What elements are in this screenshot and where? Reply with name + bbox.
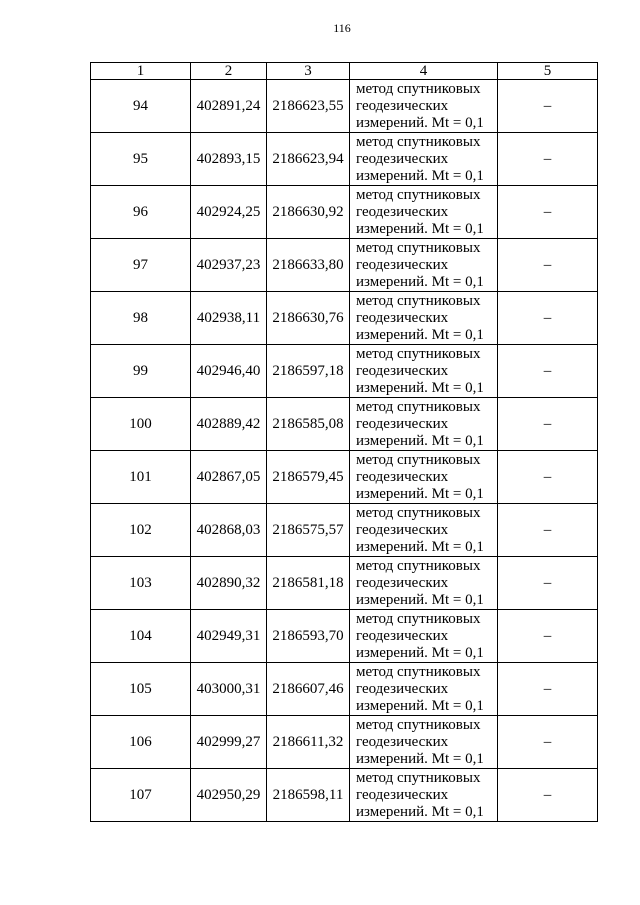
- x-coordinate-cell: 402946,40: [191, 345, 267, 398]
- method-line: измерений. Mt = 0,1: [356, 432, 484, 449]
- coordinates-table: [90, 62, 598, 822]
- method-line: геодезических: [356, 574, 449, 591]
- method-line: метод спутниковых: [356, 239, 481, 256]
- header-cell-5: 5: [498, 63, 598, 80]
- page-number: 116: [333, 21, 351, 35]
- method-line: измерений. Mt = 0,1: [356, 326, 484, 343]
- header-cell-4: 4: [350, 63, 498, 80]
- method-line: метод спутниковых: [356, 769, 481, 786]
- y-coordinate-cell: 2186633,80: [267, 239, 350, 292]
- method-cell: [350, 292, 498, 345]
- row-number-cell: 99: [91, 345, 191, 398]
- method-line: измерений. Mt = 0,1: [356, 591, 484, 608]
- method-line: геодезических: [356, 680, 449, 697]
- row-number-cell: 98: [91, 292, 191, 345]
- method-line: измерений. Mt = 0,1: [356, 167, 484, 184]
- row-number-cell: 101: [91, 451, 191, 504]
- method-cell: [350, 663, 498, 716]
- method-line: геодезических: [356, 309, 449, 326]
- header-cell-3: 3: [267, 63, 350, 80]
- y-coordinate-cell: 2186630,92: [267, 186, 350, 239]
- method-line: геодезических: [356, 786, 449, 803]
- method-line: измерений. Mt = 0,1: [356, 114, 484, 131]
- table-row: [91, 610, 598, 663]
- x-coordinate-cell: 402889,42: [191, 398, 267, 451]
- x-coordinate-cell: 402937,23: [191, 239, 267, 292]
- method-line: метод спутниковых: [356, 716, 481, 733]
- method-line: метод спутниковых: [356, 345, 481, 362]
- method-line: метод спутниковых: [356, 451, 481, 468]
- row-number-cell: 105: [91, 663, 191, 716]
- note-cell: –: [498, 292, 598, 345]
- note-cell: –: [498, 610, 598, 663]
- method-cell: [350, 504, 498, 557]
- note-cell: –: [498, 504, 598, 557]
- method-cell: [350, 769, 498, 822]
- y-coordinate-cell: 2186607,46: [267, 663, 350, 716]
- row-number-cell: 97: [91, 239, 191, 292]
- y-coordinate-cell: 2186630,76: [267, 292, 350, 345]
- note-cell: –: [498, 398, 598, 451]
- method-line: геодезических: [356, 362, 449, 379]
- method-line: метод спутниковых: [356, 186, 481, 203]
- method-line: геодезических: [356, 468, 449, 485]
- method-line: метод спутниковых: [356, 133, 481, 150]
- x-coordinate-cell: 402893,15: [191, 133, 267, 186]
- row-number-cell: 95: [91, 133, 191, 186]
- method-line: измерений. Mt = 0,1: [356, 485, 484, 502]
- table-row: [91, 663, 598, 716]
- y-coordinate-cell: 2186623,94: [267, 133, 350, 186]
- note-cell: –: [498, 345, 598, 398]
- method-line: геодезических: [356, 521, 449, 538]
- y-coordinate-cell: 2186585,08: [267, 398, 350, 451]
- method-cell: [350, 610, 498, 663]
- method-line: геодезических: [356, 203, 449, 220]
- method-line: измерений. Mt = 0,1: [356, 750, 484, 767]
- method-cell: [350, 80, 498, 133]
- y-coordinate-cell: 2186598,11: [267, 769, 350, 822]
- note-cell: –: [498, 557, 598, 610]
- y-coordinate-cell: 2186581,18: [267, 557, 350, 610]
- method-line: геодезических: [356, 256, 449, 273]
- method-line: геодезических: [356, 415, 449, 432]
- method-line: измерений. Mt = 0,1: [356, 803, 484, 820]
- method-cell: [350, 239, 498, 292]
- table-row: [91, 345, 598, 398]
- method-line: геодезических: [356, 627, 449, 644]
- note-cell: –: [498, 239, 598, 292]
- table-row: [91, 80, 598, 133]
- method-line: метод спутниковых: [356, 610, 481, 627]
- row-number-cell: 94: [91, 80, 191, 133]
- x-coordinate-cell: 402867,05: [191, 451, 267, 504]
- table-header: [91, 63, 598, 80]
- table-row: [91, 292, 598, 345]
- x-coordinate-cell: 403000,31: [191, 663, 267, 716]
- method-line: геодезических: [356, 97, 449, 114]
- y-coordinate-cell: 2186597,18: [267, 345, 350, 398]
- note-cell: –: [498, 769, 598, 822]
- note-cell: –: [498, 186, 598, 239]
- method-line: измерений. Mt = 0,1: [356, 644, 484, 661]
- method-cell: [350, 451, 498, 504]
- y-coordinate-cell: 2186623,55: [267, 80, 350, 133]
- note-cell: –: [498, 451, 598, 504]
- method-line: геодезических: [356, 150, 449, 167]
- method-line: метод спутниковых: [356, 292, 481, 309]
- method-cell: [350, 345, 498, 398]
- row-number-cell: 102: [91, 504, 191, 557]
- method-line: измерений. Mt = 0,1: [356, 273, 484, 290]
- x-coordinate-cell: 402891,24: [191, 80, 267, 133]
- method-cell: [350, 398, 498, 451]
- header-cell-1: 1: [91, 63, 191, 80]
- method-line: измерений. Mt = 0,1: [356, 379, 484, 396]
- method-line: измерений. Mt = 0,1: [356, 220, 484, 237]
- method-line: метод спутниковых: [356, 504, 481, 521]
- x-coordinate-cell: 402890,32: [191, 557, 267, 610]
- note-cell: –: [498, 716, 598, 769]
- method-cell: [350, 133, 498, 186]
- table-row: [91, 398, 598, 451]
- table-row: [91, 557, 598, 610]
- row-number-cell: 106: [91, 716, 191, 769]
- y-coordinate-cell: 2186579,45: [267, 451, 350, 504]
- table-row: [91, 504, 598, 557]
- method-cell: [350, 557, 498, 610]
- header-row: [91, 63, 598, 80]
- table-row: [91, 133, 598, 186]
- row-number-cell: 104: [91, 610, 191, 663]
- table-body: [91, 80, 598, 822]
- method-line: метод спутниковых: [356, 663, 481, 680]
- table-row: [91, 769, 598, 822]
- method-line: измерений. Mt = 0,1: [356, 538, 484, 555]
- method-line: измерений. Mt = 0,1: [356, 697, 484, 714]
- method-line: метод спутниковых: [356, 398, 481, 415]
- table-row: [91, 451, 598, 504]
- x-coordinate-cell: 402949,31: [191, 610, 267, 663]
- x-coordinate-cell: 402950,29: [191, 769, 267, 822]
- y-coordinate-cell: 2186593,70: [267, 610, 350, 663]
- y-coordinate-cell: 2186575,57: [267, 504, 350, 557]
- method-line: метод спутниковых: [356, 557, 481, 574]
- table-row: [91, 716, 598, 769]
- method-cell: [350, 186, 498, 239]
- table-row: [91, 239, 598, 292]
- row-number-cell: 107: [91, 769, 191, 822]
- note-cell: –: [498, 663, 598, 716]
- x-coordinate-cell: 402924,25: [191, 186, 267, 239]
- row-number-cell: 103: [91, 557, 191, 610]
- method-line: метод спутниковых: [356, 80, 481, 97]
- method-line: геодезических: [356, 733, 449, 750]
- row-number-cell: 96: [91, 186, 191, 239]
- x-coordinate-cell: 402999,27: [191, 716, 267, 769]
- note-cell: –: [498, 80, 598, 133]
- row-number-cell: 100: [91, 398, 191, 451]
- note-cell: –: [498, 133, 598, 186]
- header-cell-2: 2: [191, 63, 267, 80]
- y-coordinate-cell: 2186611,32: [267, 716, 350, 769]
- table-row: [91, 186, 598, 239]
- x-coordinate-cell: 402938,11: [191, 292, 267, 345]
- method-cell: [350, 716, 498, 769]
- x-coordinate-cell: 402868,03: [191, 504, 267, 557]
